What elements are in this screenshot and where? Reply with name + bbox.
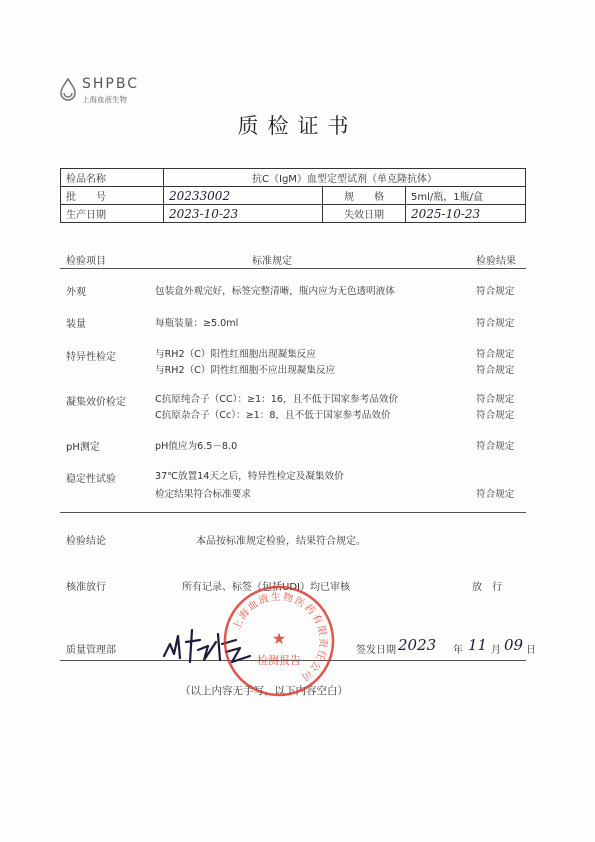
col-head-result: 检验结果 [476,256,516,267]
test-item: 装量 [66,319,86,330]
product-row [61,169,526,187]
product-name-value: 抗C（IgM）血型定型试剂（单克隆抗体） [164,169,526,187]
company-seal [222,584,336,698]
month-unit: 月 [491,645,501,656]
test-item: 外观 [66,287,86,298]
conclusion-label: 检验结论 [66,536,106,547]
svg-text:检测报告: 检测报告 [257,654,301,667]
test-item: 凝集效价检定 [66,397,126,408]
conclusion-text: 本品按标准规定检验，结果符合规定。 [196,536,366,547]
test-standard: 37℃放置14天之后，特异性检定及凝集效价 [155,471,344,482]
test-standard: 与RH2（C）阳性红细胞出现凝集反应 [155,349,316,360]
issue-date-label: 签发日期 [356,645,396,656]
release-result: 放 行 [472,582,502,593]
test-item: 特异性检定 [66,352,116,363]
test-result: 符合规定 [476,410,515,421]
test-result: 符合规定 [476,286,515,297]
release-label: 核准放行 [66,582,106,593]
mfg-date-value [164,205,323,223]
test-result: 符合规定 [476,441,515,452]
mfg-date-label: 生产日期 [61,205,164,223]
svg-text:上海血液生物医药有限责任公司: 上海血液生物医药有限责任公司 [231,591,329,684]
test-standard: pH值应为6.5－8.0 [155,441,238,452]
closing-note: （以上内容无手写，以下内容空白） [180,685,348,697]
test-standard: 每瓶装量：≥5.0ml [155,318,239,329]
test-standard: 检定结果符合标准要求 [155,489,251,500]
spec-label: 规 格 [323,187,406,205]
mfg-date-handwritten: 2023-10-23 [169,206,239,221]
day-unit: 日 [526,645,536,656]
test-item: pH测定 [66,442,100,453]
expiry-handwritten: 2025-10-23 [411,206,481,221]
logo-english-name: SHPBC [82,76,139,92]
tests-divider [60,512,526,513]
expiry-value [406,205,526,223]
release-text: 所有记录、标签（包括UDI）均已审核 [182,582,350,593]
issue-year-handwritten: 2023 [398,636,437,654]
test-standard: C抗原纯合子（CC）：≥1：16，且不低于国家参考品效价 [155,394,399,405]
expiry-label: 失效日期 [323,205,406,223]
batch-value [164,187,323,205]
product-name-label: 检品名称 [61,169,164,187]
header-divider [60,268,526,269]
svg-text:★: ★ [271,629,287,648]
batch-label: 批 号 [61,187,164,205]
test-result: 符合规定 [476,394,515,405]
product-info-table [60,168,526,223]
test-standard: 包装盒外观完好，标签完整清晰，瓶内应为无色透明液体 [155,286,395,297]
test-result: 符合规定 [476,349,515,360]
year-unit: 年 [453,645,463,656]
test-standard: 与RH2（C）阴性红细胞不应出现凝集反应 [155,365,336,376]
test-standard: C抗原杂合子（Cc）：≥1：8，且不低于国家参考品效价 [155,410,391,421]
col-head-item: 检验项目 [66,256,106,267]
batch-row [61,187,526,205]
logo-chinese-name: 上海血液生物 [82,95,127,104]
test-result: 符合规定 [476,489,515,500]
test-item: 稳定性试验 [66,474,116,485]
test-result: 符合规定 [476,365,515,376]
date-row [61,205,526,223]
issue-day-handwritten: 09 [504,636,524,654]
drop-logo-icon [58,78,78,102]
col-head-standard: 标准规定 [252,256,292,267]
issue-month-handwritten: 11 [468,636,488,654]
qa-department-label: 质量管理部 [66,645,116,656]
test-result: 符合规定 [476,318,515,329]
batch-handwritten: 20233002 [169,188,231,203]
spec-value: 5ml/瓶，1瓶/盒 [406,187,526,205]
document-title: 质检证书 [237,114,358,138]
